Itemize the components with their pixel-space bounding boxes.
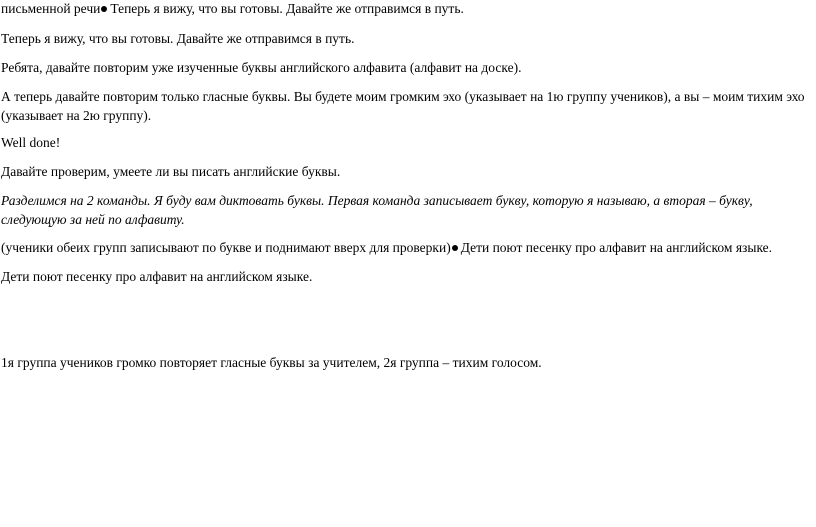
paragraph-1-start: письменной речи xyxy=(1,1,101,16)
paragraph-9: Дети поют песенку про алфавит на английском языке. xyxy=(1,269,313,284)
paragraph-8 xyxy=(1,238,772,257)
paragraph-8-start: (ученики обеих групп записывают по букве и поднимают вверх для проверки) xyxy=(1,240,451,255)
paragraph-3: Ребята, давайте повторим уже изученные буквы английского алфавита (алфавит на доске). xyxy=(1,60,522,75)
paragraph-7: Разделимся на 2 команды. Я буду вам диктовать буквы. Первая команда записывает букву, которую я называю, а вторая – букву, следующую за ней по алфавиту. xyxy=(1,193,753,227)
paragraph-5: Well done! xyxy=(1,135,61,150)
paragraph-6: Давайте проверим, умеете ли вы писать английские буквы. xyxy=(1,164,341,179)
paragraph-1-end: Теперь я вижу, что вы готовы. Давайте же отправимся в путь. xyxy=(110,1,464,16)
paragraph-1 xyxy=(1,0,464,18)
paragraph-8-end: Дети поют песенку про алфавит на английском языке. xyxy=(460,240,773,255)
paragraph-2: Теперь я вижу, что вы готовы. Давайте же отправимся в путь. xyxy=(1,31,355,46)
bullet-icon xyxy=(452,245,458,251)
paragraph-10: 1я группа учеников громко повторяет гласные буквы за учителем, 2я группа – тихим голосом. xyxy=(1,355,542,370)
bullet-icon xyxy=(101,6,107,12)
paragraph-4: А теперь давайте повторим только гласные буквы. Вы будете моим громким эхо (указывает на 1ю группу учеников), а вы – моим тихим эхо (указывает на 2ю группу). xyxy=(1,89,805,123)
